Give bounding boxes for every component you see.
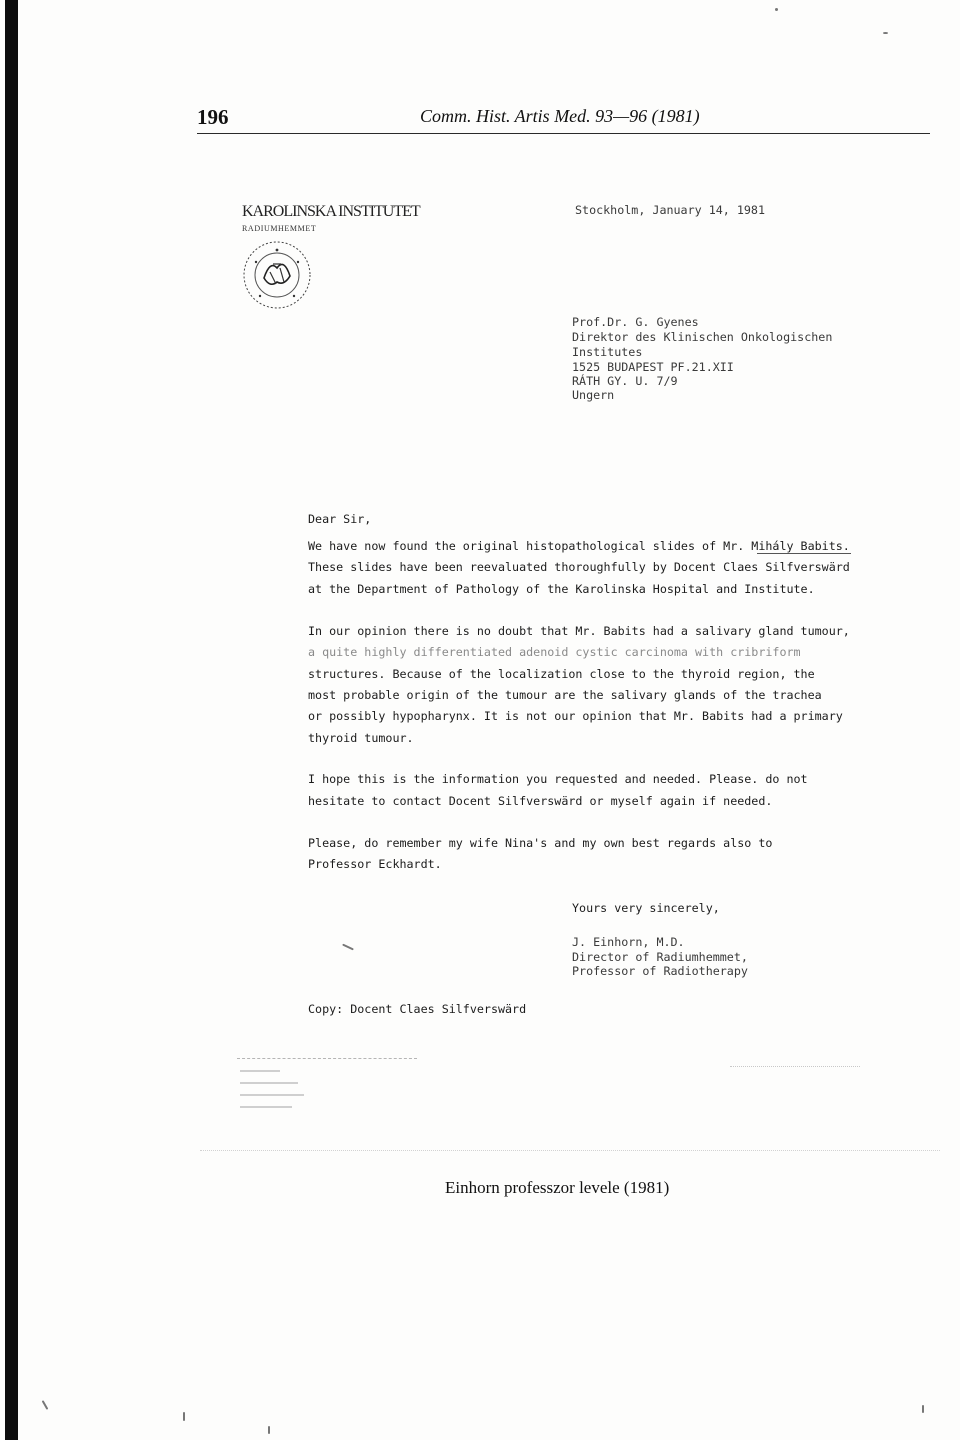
address-line: 1525 BUDAPEST PF.21.XII [572,360,734,374]
address-line: Ungern [572,388,615,402]
scan-speck [883,32,888,34]
address-line: Institutes [572,345,643,359]
scan-speck [775,8,778,11]
body-line: hesitate to contact Docent Silfverswärd or myself again if needed. [308,794,773,808]
footer-smudge [240,1070,280,1072]
body-line: These slides have been reevaluated thoroughfully by Docent Claes Silfverswärd [308,560,850,574]
footer-rule [237,1058,417,1059]
figure-caption: Einhorn professzor levele (1981) [445,1178,670,1197]
body-line: Please, do remember my wife Nina's and my own best regards also to [308,836,773,850]
address-line: Prof.Dr. G. Gyenes [572,315,699,329]
address-line: RÁTH GY. U. 7/9 [572,374,678,388]
footer-smudge [240,1094,304,1096]
body-line: In our opinion there is no doubt that Mr. Babits had a salivary gland tumour, [308,624,850,638]
scan-speck [342,944,354,951]
scan-speck [183,1412,185,1421]
scan-speck [42,1400,49,1410]
body-line: Professor Eckhardt. [308,857,442,871]
footer-smudge [240,1082,298,1084]
page-number: 196 [197,105,229,129]
body-line: thyroid tumour. [308,731,414,745]
signature-line: Professor of Radiotherapy [572,964,748,978]
scan-speck [268,1426,270,1434]
body-line: structures. Because of the localization close to the thyroid region, the [308,667,815,681]
signature-line: Director of Radiumhemmet, [572,950,748,964]
journal-reference: Comm. Hist. Artis Med. 93—96 (1981) [420,106,700,126]
signature-line: J. Einhorn, M.D. [572,935,685,949]
body-line: a quite highly differentiated adenoid cystic carcinoma with cribriform [308,645,801,659]
body-line: at the Department of Pathology of the Karolinska Hospital and Institute. [308,582,815,596]
salutation: Dear Sir, [308,512,372,526]
letterhead-department: RADIUMHEMMET [242,224,317,233]
footer-smudge [240,1106,292,1108]
body-line: or possibly hypopharynx. It is not our opinion that Mr. Babits had a primary [308,709,843,723]
scan-speck [922,1405,924,1413]
address-line: Direktor des Klinischen Onkologischen [572,330,833,344]
footer-rule [200,1150,940,1151]
footer-rule [730,1066,860,1067]
body-line: I hope this is the information you requested and needed. Please. do not [308,772,808,786]
header-rule [197,133,930,134]
scan-edge-shadow [5,0,18,1440]
letter-date: Stockholm, January 14, 1981 [575,203,765,217]
copy-note: Copy: Docent Claes Silfverswärd [308,1002,527,1016]
seal-emblem [240,238,314,312]
body-line: most probable origin of the tumour are the salivary glands of the trachea [308,688,822,702]
body-line: We have now found the original histopathological slides of Mr. Mihály Babits. [308,539,850,553]
letterhead-institution: KAROLINSKA INSTITUTET [242,203,420,220]
closing: Yours very sincerely, [572,901,720,915]
handwritten-underline [757,553,851,554]
